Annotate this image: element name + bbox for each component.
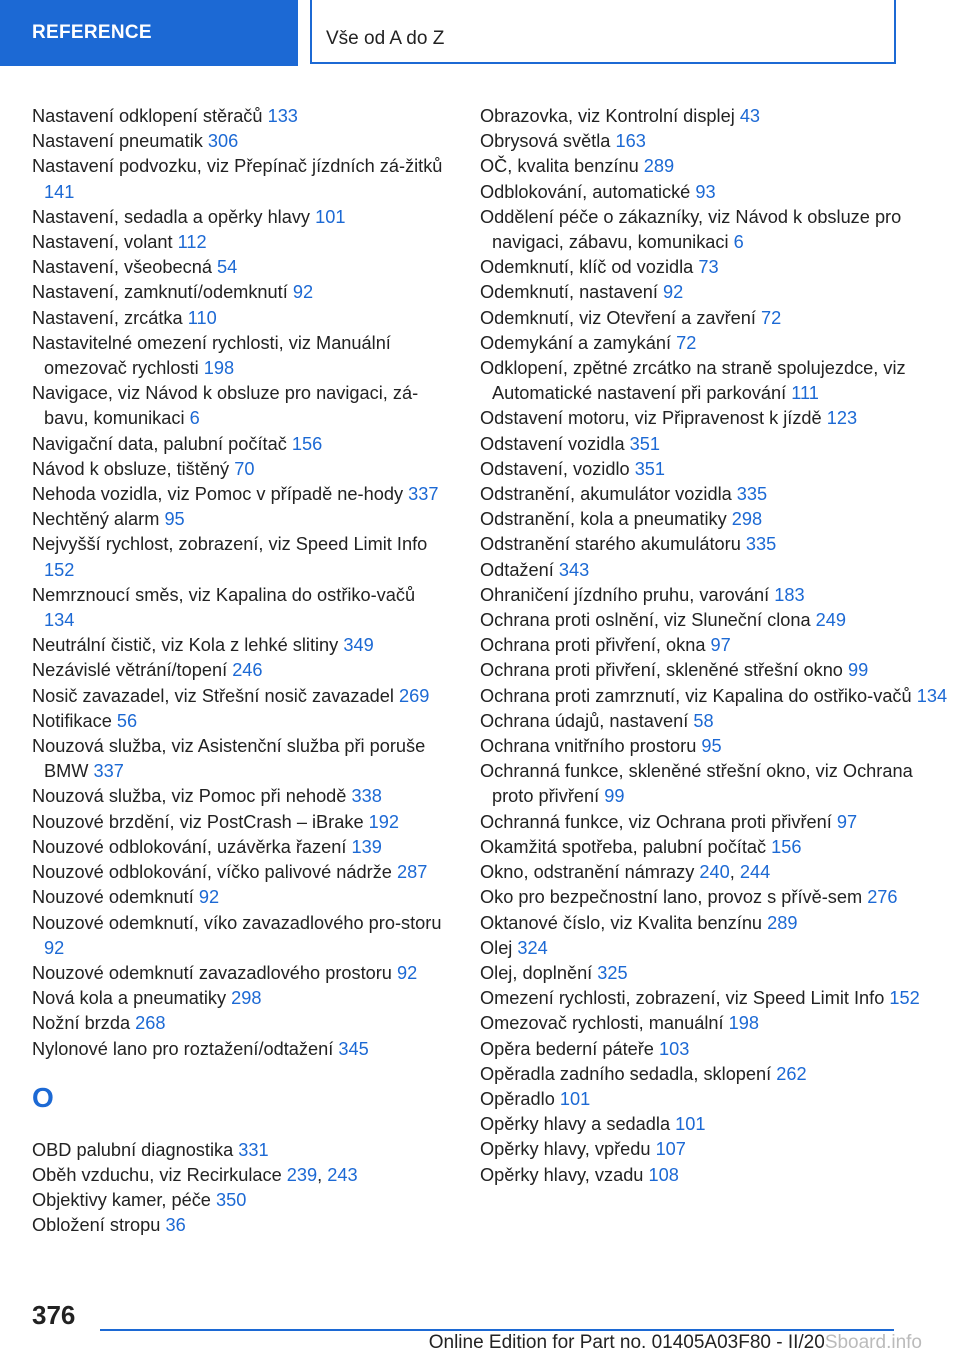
entry-text: Odemknutí, klíč od vozidla — [480, 257, 694, 278]
entry-text: Ochranná funkce, skleněné střešní okno, viz Ochrana proto přivření — [480, 761, 913, 807]
index-entry — [32, 532, 447, 582]
entry-text: Odstranění starého akumulátoru — [480, 534, 741, 555]
page-reference-link[interactable]: 36 — [165, 1215, 186, 1236]
page-reference-link[interactable]: 123 — [826, 408, 858, 429]
index-entry — [32, 280, 447, 305]
entry-text: Opěra bederní páteře — [480, 1038, 654, 1059]
entry-text: Nouzové odemknutí zavazadlového prostoru — [32, 962, 392, 983]
entry-text: Nouzová služba, viz Asistenční služba při poruše BMW — [32, 736, 426, 782]
page-reference-link[interactable]: 325 — [597, 962, 628, 983]
entry-text: Ochrana údajů, nastavení — [480, 710, 689, 731]
entry-text: Nejvyšší rychlost, zobrazení, viz Speed Limit Info — [32, 534, 428, 555]
page-reference-link[interactable]: 95 — [164, 509, 185, 530]
entry-text: Nouzová služba, viz Pomoc při nehodě — [32, 786, 347, 807]
entry-text: Odemykání a zamykání — [480, 332, 672, 353]
page-reference-link[interactable]: 243 — [327, 1164, 358, 1185]
index-entry — [32, 104, 447, 129]
page-reference-link[interactable]: 240 — [699, 862, 730, 883]
page-reference-link[interactable]: 99 — [848, 660, 869, 681]
index-entry — [32, 129, 447, 154]
index-column-left — [32, 104, 447, 1239]
page-reference-link[interactable]: 112 — [177, 232, 207, 253]
entry-text: Ochrana proti přivření, skleněné střešní okno — [480, 660, 843, 681]
page-reference-link[interactable]: 239 — [286, 1164, 318, 1185]
page-reference-link[interactable]: 156 — [291, 433, 323, 454]
index-entry — [32, 810, 447, 835]
entry-text: Nechtěný alarm — [32, 509, 160, 530]
index-entry — [32, 583, 447, 633]
entry-text: Ochrana proti oslnění, viz Sluneční clona — [480, 610, 811, 631]
index-entry: Okno, odstranění námrazy 240, 244 — [480, 862, 771, 883]
index-entry — [480, 1062, 950, 1087]
page-reference-link[interactable]: 134 — [916, 685, 948, 706]
entry-text: Olej, doplnění — [480, 962, 593, 983]
page-reference-link[interactable]: 298 — [731, 509, 763, 530]
index-entry: Oběh vzduchu, viz Recirkulace 239, 243 — [32, 1164, 358, 1185]
entry-text: Odklopení, zpětné zrcátko na straně spolujezdce, viz Automatické nastavení při parkování — [480, 358, 906, 404]
page-reference-link[interactable]: 72 — [676, 332, 697, 353]
entry-text: Obrazovka, viz Kontrolní displej — [480, 106, 735, 126]
index-entry — [480, 583, 950, 608]
page-header — [0, 0, 960, 66]
entry-text: Opěrky hlavy, vzadu — [480, 1164, 644, 1185]
page-reference-link[interactable]: 95 — [701, 736, 722, 757]
index-entry — [32, 205, 447, 230]
page-reference-link[interactable]: 103 — [658, 1038, 690, 1059]
page-reference-link[interactable]: 287 — [397, 862, 428, 883]
page-reference-link[interactable]: 139 — [351, 836, 382, 857]
index-entry — [32, 1138, 447, 1163]
page-reference-link[interactable]: 335 — [736, 484, 768, 505]
entry-text: Nylonové lano pro roztažení/odtažení — [32, 1038, 334, 1059]
page-reference-link[interactable]: 101 — [559, 1088, 591, 1109]
entry-text: Nožní brzda — [32, 1013, 131, 1034]
page-reference-link[interactable]: 58 — [693, 710, 714, 731]
page-reference-link[interactable]: 262 — [776, 1063, 807, 1084]
index-entry — [32, 961, 447, 986]
index-entry — [480, 205, 950, 255]
index-group-o-continued — [480, 104, 950, 1188]
index-entry — [480, 104, 950, 129]
page-reference-link[interactable]: 133 — [267, 106, 298, 126]
page-reference-link[interactable]: 93 — [695, 181, 716, 202]
index-entry — [480, 633, 950, 658]
page-reference-link[interactable]: 43 — [739, 106, 761, 126]
entry-text: OČ, kvalita benzínu — [480, 156, 639, 177]
entry-text: Odstranění, akumulátor vozidla — [480, 484, 732, 505]
footer-divider — [100, 1329, 894, 1331]
page-reference-link[interactable]: 198 — [203, 358, 235, 379]
page-reference-link[interactable]: 156 — [771, 836, 802, 857]
index-column-right — [480, 104, 950, 1188]
entry-text: Oběh vzduchu, viz Recirkulace — [32, 1164, 282, 1185]
index-entry — [480, 1011, 950, 1036]
index-entry — [480, 255, 950, 280]
page-reference-link[interactable]: 183 — [774, 584, 805, 605]
index-entry — [32, 658, 447, 683]
page-reference-link[interactable]: 306 — [207, 131, 239, 152]
entry-text: Nouzové odemknutí, víko zavazadlového pro‐storu — [32, 912, 442, 933]
entry-text: Opěradla zadního sedadla, sklopení — [480, 1063, 772, 1084]
page-reference-link[interactable]: 269 — [398, 685, 430, 706]
page-reference-link[interactable]: 92 — [292, 282, 314, 303]
entry-text: Oko pro bezpečnostní lano, provoz s přívě‐sem — [480, 887, 863, 908]
index-entry — [480, 658, 950, 683]
index-entry — [480, 1087, 950, 1112]
page-reference-link[interactable]: 99 — [604, 786, 625, 807]
entry-text: Nastavitelné omezení rychlosti, viz Manuální omezovač rychlosti — [32, 332, 391, 379]
page-reference-link[interactable]: 289 — [767, 912, 798, 933]
entry-text: Odstranění, kola a pneumatiky — [480, 509, 727, 530]
page-reference-link[interactable]: 70 — [234, 458, 255, 479]
index-entry — [480, 709, 950, 734]
index-entry — [32, 1213, 447, 1238]
entry-text: Nouzové odemknutí — [32, 887, 194, 908]
index-entry — [480, 1037, 950, 1062]
page-reference-link[interactable]: 335 — [745, 534, 777, 555]
page-reference-link[interactable]: 92 — [198, 887, 220, 908]
index-entry — [480, 306, 950, 331]
page-reference-link[interactable]: 163 — [615, 131, 646, 152]
entry-text: Nezávislé větrání/topení — [32, 660, 228, 681]
index-entry — [480, 684, 950, 709]
watermark: Sboard.info — [824, 1332, 922, 1353]
page-reference-link[interactable]: 350 — [215, 1190, 247, 1211]
page-reference-link[interactable]: 244 — [739, 862, 771, 883]
section-letter: O — [32, 1081, 54, 1113]
page-reference-link[interactable]: 141 — [44, 181, 75, 202]
entry-text: Omezovač rychlosti, manuální — [480, 1013, 724, 1034]
entry-text: Okno, odstranění námrazy — [480, 862, 695, 883]
entry-text: Navigační data, palubní počítač — [32, 433, 287, 454]
page-reference-link[interactable]: 97 — [836, 811, 858, 832]
page-reference-link[interactable]: 249 — [815, 610, 847, 631]
index-entry — [480, 936, 950, 961]
page-reference-link[interactable]: 111 — [791, 383, 819, 404]
page-reference-link[interactable]: 198 — [728, 1013, 760, 1034]
index-entry — [32, 432, 447, 457]
entry-text: OBD palubní diagnostika — [32, 1139, 234, 1160]
entry-text: Obložení stropu — [32, 1215, 161, 1236]
index-entry — [480, 154, 950, 179]
entry-text: Nastavení podvozku, viz Přepínač jízdních zá‐žitků — [32, 156, 443, 177]
entry-text: Ochrana vnitřního prostoru — [480, 736, 697, 757]
section-label: REFERENCE — [0, 0, 298, 66]
page-reference-link[interactable]: 276 — [867, 887, 898, 908]
index-entry — [32, 734, 447, 784]
index-entry — [32, 835, 447, 860]
entry-text: Nehoda vozidla, viz Pomoc v případě ne‐hody — [32, 484, 404, 505]
index-entry — [480, 835, 950, 860]
page-title: Vše od A do Z — [326, 28, 445, 49]
entry-text: Nouzové odblokování, víčko palivové nádrže — [32, 862, 392, 883]
page-reference-link[interactable]: 349 — [343, 635, 374, 656]
entry-text: Odstavení motoru, viz Připravenost k jízdě — [480, 408, 822, 429]
entry-text: Nastavení pneumatik — [32, 131, 203, 152]
page-reference-link[interactable]: 324 — [517, 937, 548, 958]
page-reference-link[interactable]: 92 — [663, 282, 684, 303]
page-reference-link[interactable]: 337 — [408, 484, 439, 505]
index-entry — [32, 381, 447, 431]
entry-text: Navigace, viz Návod k obsluze pro navigaci, zá‐bavu, komunikaci — [32, 383, 419, 429]
page-reference-link[interactable]: 6 — [189, 408, 200, 429]
index-entry — [32, 911, 447, 961]
entry-text: Nastavení, sedadla a opěrky hlavy — [32, 206, 311, 227]
page-reference-link[interactable]: 351 — [629, 433, 660, 454]
index-group-n — [32, 104, 447, 1062]
index-entry — [32, 255, 447, 280]
index-entry — [32, 1011, 447, 1036]
index-entry — [480, 759, 950, 809]
entry-text: Opěradlo — [480, 1088, 555, 1109]
page-reference-link[interactable]: 92 — [397, 962, 418, 983]
page-reference-link[interactable]: 101 — [315, 206, 346, 227]
entry-text: Odblokování, automatické — [480, 181, 691, 202]
page-reference-link[interactable]: 152 — [44, 559, 75, 580]
entry-text: Neutrální čistič, viz Kola z lehké slitiny — [32, 635, 339, 656]
header-title-box — [310, 0, 896, 64]
entry-text: Ochranná funkce, viz Ochrana proti přivření — [480, 811, 832, 832]
index-entry — [480, 961, 950, 986]
entry-text: Omezení rychlosti, zobrazení, viz Speed Limit Info — [480, 988, 885, 1009]
index-entry — [32, 633, 447, 658]
index-entry — [480, 1112, 950, 1137]
page-reference-link[interactable]: 107 — [655, 1139, 686, 1160]
entry-text: Odstavení vozidla — [480, 433, 625, 454]
entry-text: Nastavení, volant — [32, 232, 173, 253]
index-entry — [480, 280, 950, 305]
page-reference-link[interactable]: 73 — [698, 257, 719, 278]
index-entry — [32, 331, 447, 381]
page-reference-link[interactable]: 192 — [368, 811, 399, 832]
index-entry — [32, 482, 447, 507]
page-reference-link[interactable]: 246 — [232, 660, 263, 681]
index-entry — [480, 482, 950, 507]
page-reference-link[interactable]: 92 — [44, 937, 65, 958]
entry-text: Nouzové brzdění, viz PostCrash – iBrake — [32, 811, 364, 832]
index-group-o — [32, 1138, 447, 1239]
entry-text: Nosič zavazadel, viz Střešní nosič zavazadel — [32, 685, 394, 706]
entry-text: Obrysová světla — [480, 131, 611, 152]
index-entry — [480, 129, 950, 154]
index-entry — [32, 709, 447, 734]
page-number: 376 — [32, 1300, 76, 1330]
index-entry — [480, 180, 950, 205]
index-entry — [32, 1188, 447, 1213]
index-entry — [480, 1137, 950, 1162]
page-reference-link[interactable]: 97 — [710, 635, 731, 656]
page-reference-link[interactable]: 345 — [338, 1038, 369, 1059]
index-entry — [480, 885, 950, 910]
entry-text: Opěrky hlavy a sedadla — [480, 1114, 671, 1135]
entry-text: Nastavení, zrcátka — [32, 307, 183, 328]
index-entry — [480, 911, 950, 936]
page-reference-link[interactable]: 6 — [733, 232, 744, 253]
entry-text: Okamžitá spotřeba, palubní počítač — [480, 836, 767, 857]
page-reference-link[interactable]: 108 — [648, 1164, 679, 1185]
index-entry — [32, 860, 447, 885]
page-reference-link[interactable]: 101 — [675, 1114, 706, 1135]
entry-text: Oktanové číslo, viz Kvalita benzínu — [480, 912, 763, 933]
page-reference-link[interactable]: 337 — [93, 761, 124, 782]
index-entry — [32, 784, 447, 809]
entry-text: Nastavení, všeobecná — [32, 257, 212, 278]
entry-text: Nouzové odblokování, uzávěrka řazení — [32, 836, 347, 857]
index-entry — [32, 507, 447, 532]
page-reference-link[interactable]: 72 — [761, 307, 782, 328]
index-entry — [480, 331, 950, 356]
footer-edition — [429, 1332, 922, 1354]
entry-text: Nastavení odklopení stěračů — [32, 106, 263, 126]
index-entry — [32, 154, 447, 204]
page-reference-link[interactable]: 331 — [238, 1139, 269, 1160]
index-entry — [480, 608, 950, 633]
entry-text: Odemknutí, nastavení — [480, 282, 658, 303]
index-entry — [480, 986, 950, 1011]
page-reference-link[interactable]: 268 — [135, 1013, 166, 1034]
entry-text: Notifikace — [32, 710, 112, 731]
entry-text: Návod k obsluze, tištěný — [32, 458, 230, 479]
index-entry — [480, 558, 950, 583]
index-entry — [32, 1037, 447, 1062]
page-reference-link[interactable]: 54 — [217, 257, 238, 278]
index-entry — [32, 885, 447, 910]
entry-text: Opěrky hlavy, vpředu — [480, 1139, 651, 1160]
entry-text: Ochrana proti zamrznutí, viz Kapalina do ostřiko‐vačů — [480, 685, 912, 706]
entry-text: Olej — [480, 937, 513, 958]
entry-text: Oddělení péče o zákazníky, viz Návod k obsluze pro navigaci, zábavu, komunikaci — [480, 206, 902, 253]
index-entry — [480, 507, 950, 532]
index-entry — [480, 532, 950, 557]
index-entry — [480, 457, 950, 482]
index-entry — [480, 406, 950, 431]
index-entry — [32, 457, 447, 482]
entry-text: Odtažení — [480, 559, 554, 580]
page-reference-link[interactable]: 110 — [187, 307, 217, 328]
index-entry — [480, 356, 950, 406]
page-reference-link[interactable]: 338 — [351, 786, 382, 807]
entry-text: Odemknutí, viz Otevření a zavření — [480, 307, 756, 328]
index-entry — [480, 810, 950, 835]
page-reference-link[interactable]: 351 — [634, 458, 666, 479]
entry-text: Nastavení, zamknutí/odemknutí — [32, 282, 288, 303]
index-entry — [480, 432, 950, 457]
page-reference-link[interactable]: 56 — [116, 710, 138, 731]
entry-text: Objektivy kamer, péče — [32, 1190, 211, 1211]
entry-text: Nemrznoucí směs, viz Kapalina do ostřiko‐vačů — [32, 584, 416, 605]
page-reference-link[interactable]: 134 — [44, 610, 75, 631]
index-entry — [480, 1163, 950, 1188]
entry-text: Ohraničení jízdního pruhu, varování — [480, 584, 770, 605]
entry-text: Ochrana proti přivření, okna — [480, 635, 706, 656]
index-entry — [32, 306, 447, 331]
index-entry — [32, 230, 447, 255]
page-reference-link[interactable]: 152 — [889, 988, 920, 1009]
page-reference-link[interactable]: 289 — [643, 156, 675, 177]
entry-text: Odstavení, vozidlo — [480, 458, 630, 479]
edition-text: Online Edition for Part no. 01405A03F80 - II/20 — [428, 1332, 825, 1353]
index-entry — [480, 734, 950, 759]
index-entry — [32, 684, 447, 709]
page-reference-link[interactable]: 343 — [558, 559, 590, 580]
index-entry — [32, 986, 447, 1011]
entry-text: Nová kola a pneumatiky — [32, 988, 227, 1009]
page-reference-link[interactable]: 298 — [231, 988, 262, 1009]
